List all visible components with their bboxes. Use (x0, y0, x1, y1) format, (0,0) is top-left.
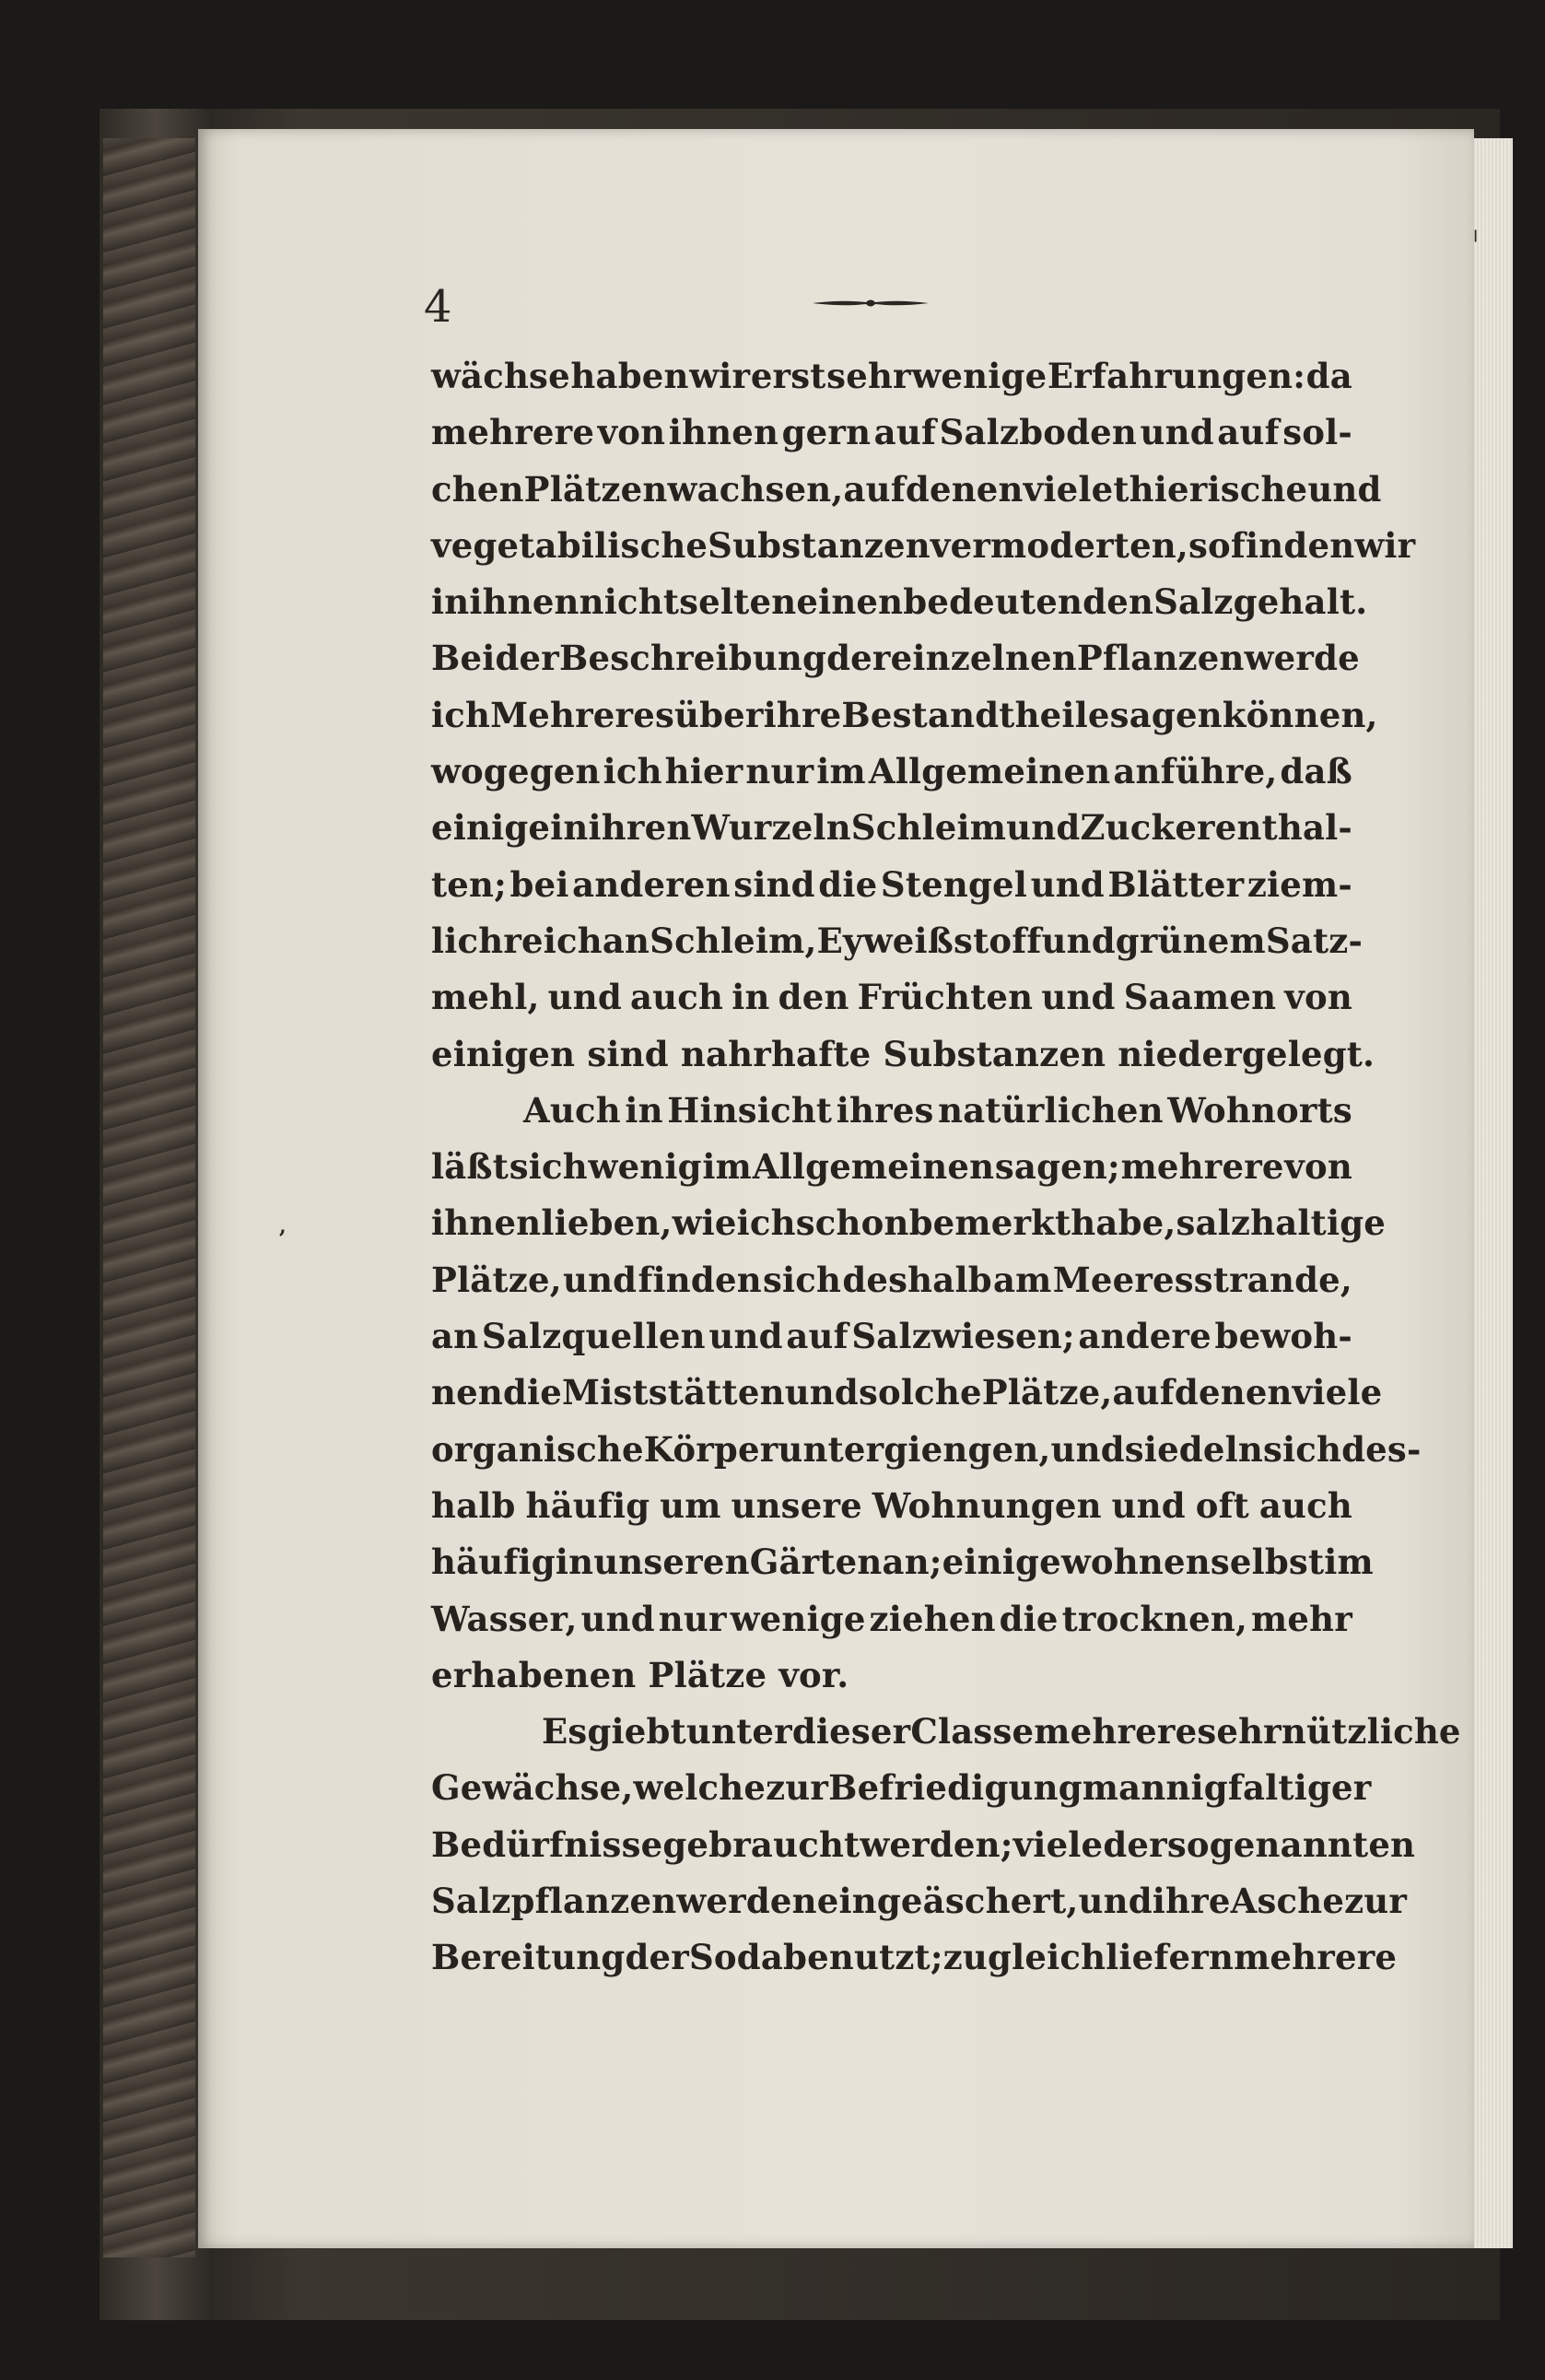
cover-spine-edge (103, 138, 195, 2257)
text-line: lich reich an Schleim, Eyweißstoff und grünem Satz- (431, 920, 1363, 961)
text-line: läßt sich wenig im Allgemeinen sagen; mehrere von (431, 1146, 1352, 1188)
text-line: einige in ihren Wurzeln Schleim und Zucker enthal- (431, 807, 1352, 849)
text-line: ich Mehreres über ihre Bestandtheile sagen können, (431, 694, 1378, 735)
text-line: halb häufig um unsere Wohnungen und oft auch (431, 1484, 1352, 1526)
text-line: erhabenen Plätze vor. (431, 1654, 849, 1695)
text-line: an Salzquellen und auf Salzwiesen; andere bewoh- (431, 1316, 1352, 1357)
text-line: ihnen lieben, wie ich schon bemerkt habe, salzhaltige (431, 1202, 1387, 1244)
text-line: in ihnen nicht selten einen bedeutenden Salzgehalt. (431, 581, 1368, 623)
text-line: nen die Miststätten und solche Plätze, auf denen viele (431, 1372, 1383, 1413)
header-ornament (811, 297, 931, 310)
text-line: häufig in unseren Gärten an; einige wohnen selbst im (431, 1542, 1374, 1583)
page-edge-mark: ╵ (1469, 230, 1482, 254)
text-line: einigen sind nahrhafte Substanzen niedergelegt. (431, 1033, 1375, 1074)
ink-speck: , (279, 1214, 287, 1238)
text-line: Bedürfnisse gebraucht werden; viele der sogenannten (431, 1823, 1416, 1865)
text-line: Plätze, und finden sich deshalb am Meeresstrande, (431, 1259, 1352, 1300)
text-line: Salzpflanzen werden eingeäschert, und ihre Asche zur (431, 1881, 1408, 1922)
text-line: vegetabilische Substanzen vermoderten, so finden wir (431, 524, 1416, 566)
text-line: mehl, und auch in den Früchten und Saamen von (431, 977, 1352, 1018)
page-edges (1472, 138, 1513, 2248)
text-line: mehrere von ihnen gern auf Salzboden und auf sol- (431, 412, 1352, 453)
text-line: Bereitung der Soda benutzt; zugleich liefern mehrere (431, 1937, 1398, 1978)
text-line: Bei der Beschreibung der einzelnen Pflanzen werde (431, 638, 1360, 679)
text-line: ten; bei anderen sind die Stengel und Blätter ziem- (431, 863, 1352, 905)
text-line-paragraph-start: Auch in Hinsicht ihres natürlichen Wohnorts (523, 1089, 1352, 1131)
text-line: wächse haben wir erst sehr wenige Erfahrungen: da (431, 356, 1352, 396)
text-line: organische Körper untergiengen, und siedeln sich des- (431, 1428, 1422, 1470)
body-text (431, 348, 1461, 1987)
text-line-paragraph-start: Es giebt unter dieser Classe mehrere sehr nützliche (542, 1711, 1461, 1753)
text-line: chen Plätzen wachsen, auf denen viele thierische und (431, 468, 1382, 510)
page-number: 4 (424, 281, 452, 333)
text-line: Wasser, und nur wenige ziehen die trocknen, mehr (431, 1598, 1352, 1639)
text-line: wogegen ich hier nur im Allgemeinen anführe, daß (431, 751, 1352, 792)
text-line: Gewächse, welche zur Befriedigung mannigfaltiger (431, 1767, 1372, 1809)
